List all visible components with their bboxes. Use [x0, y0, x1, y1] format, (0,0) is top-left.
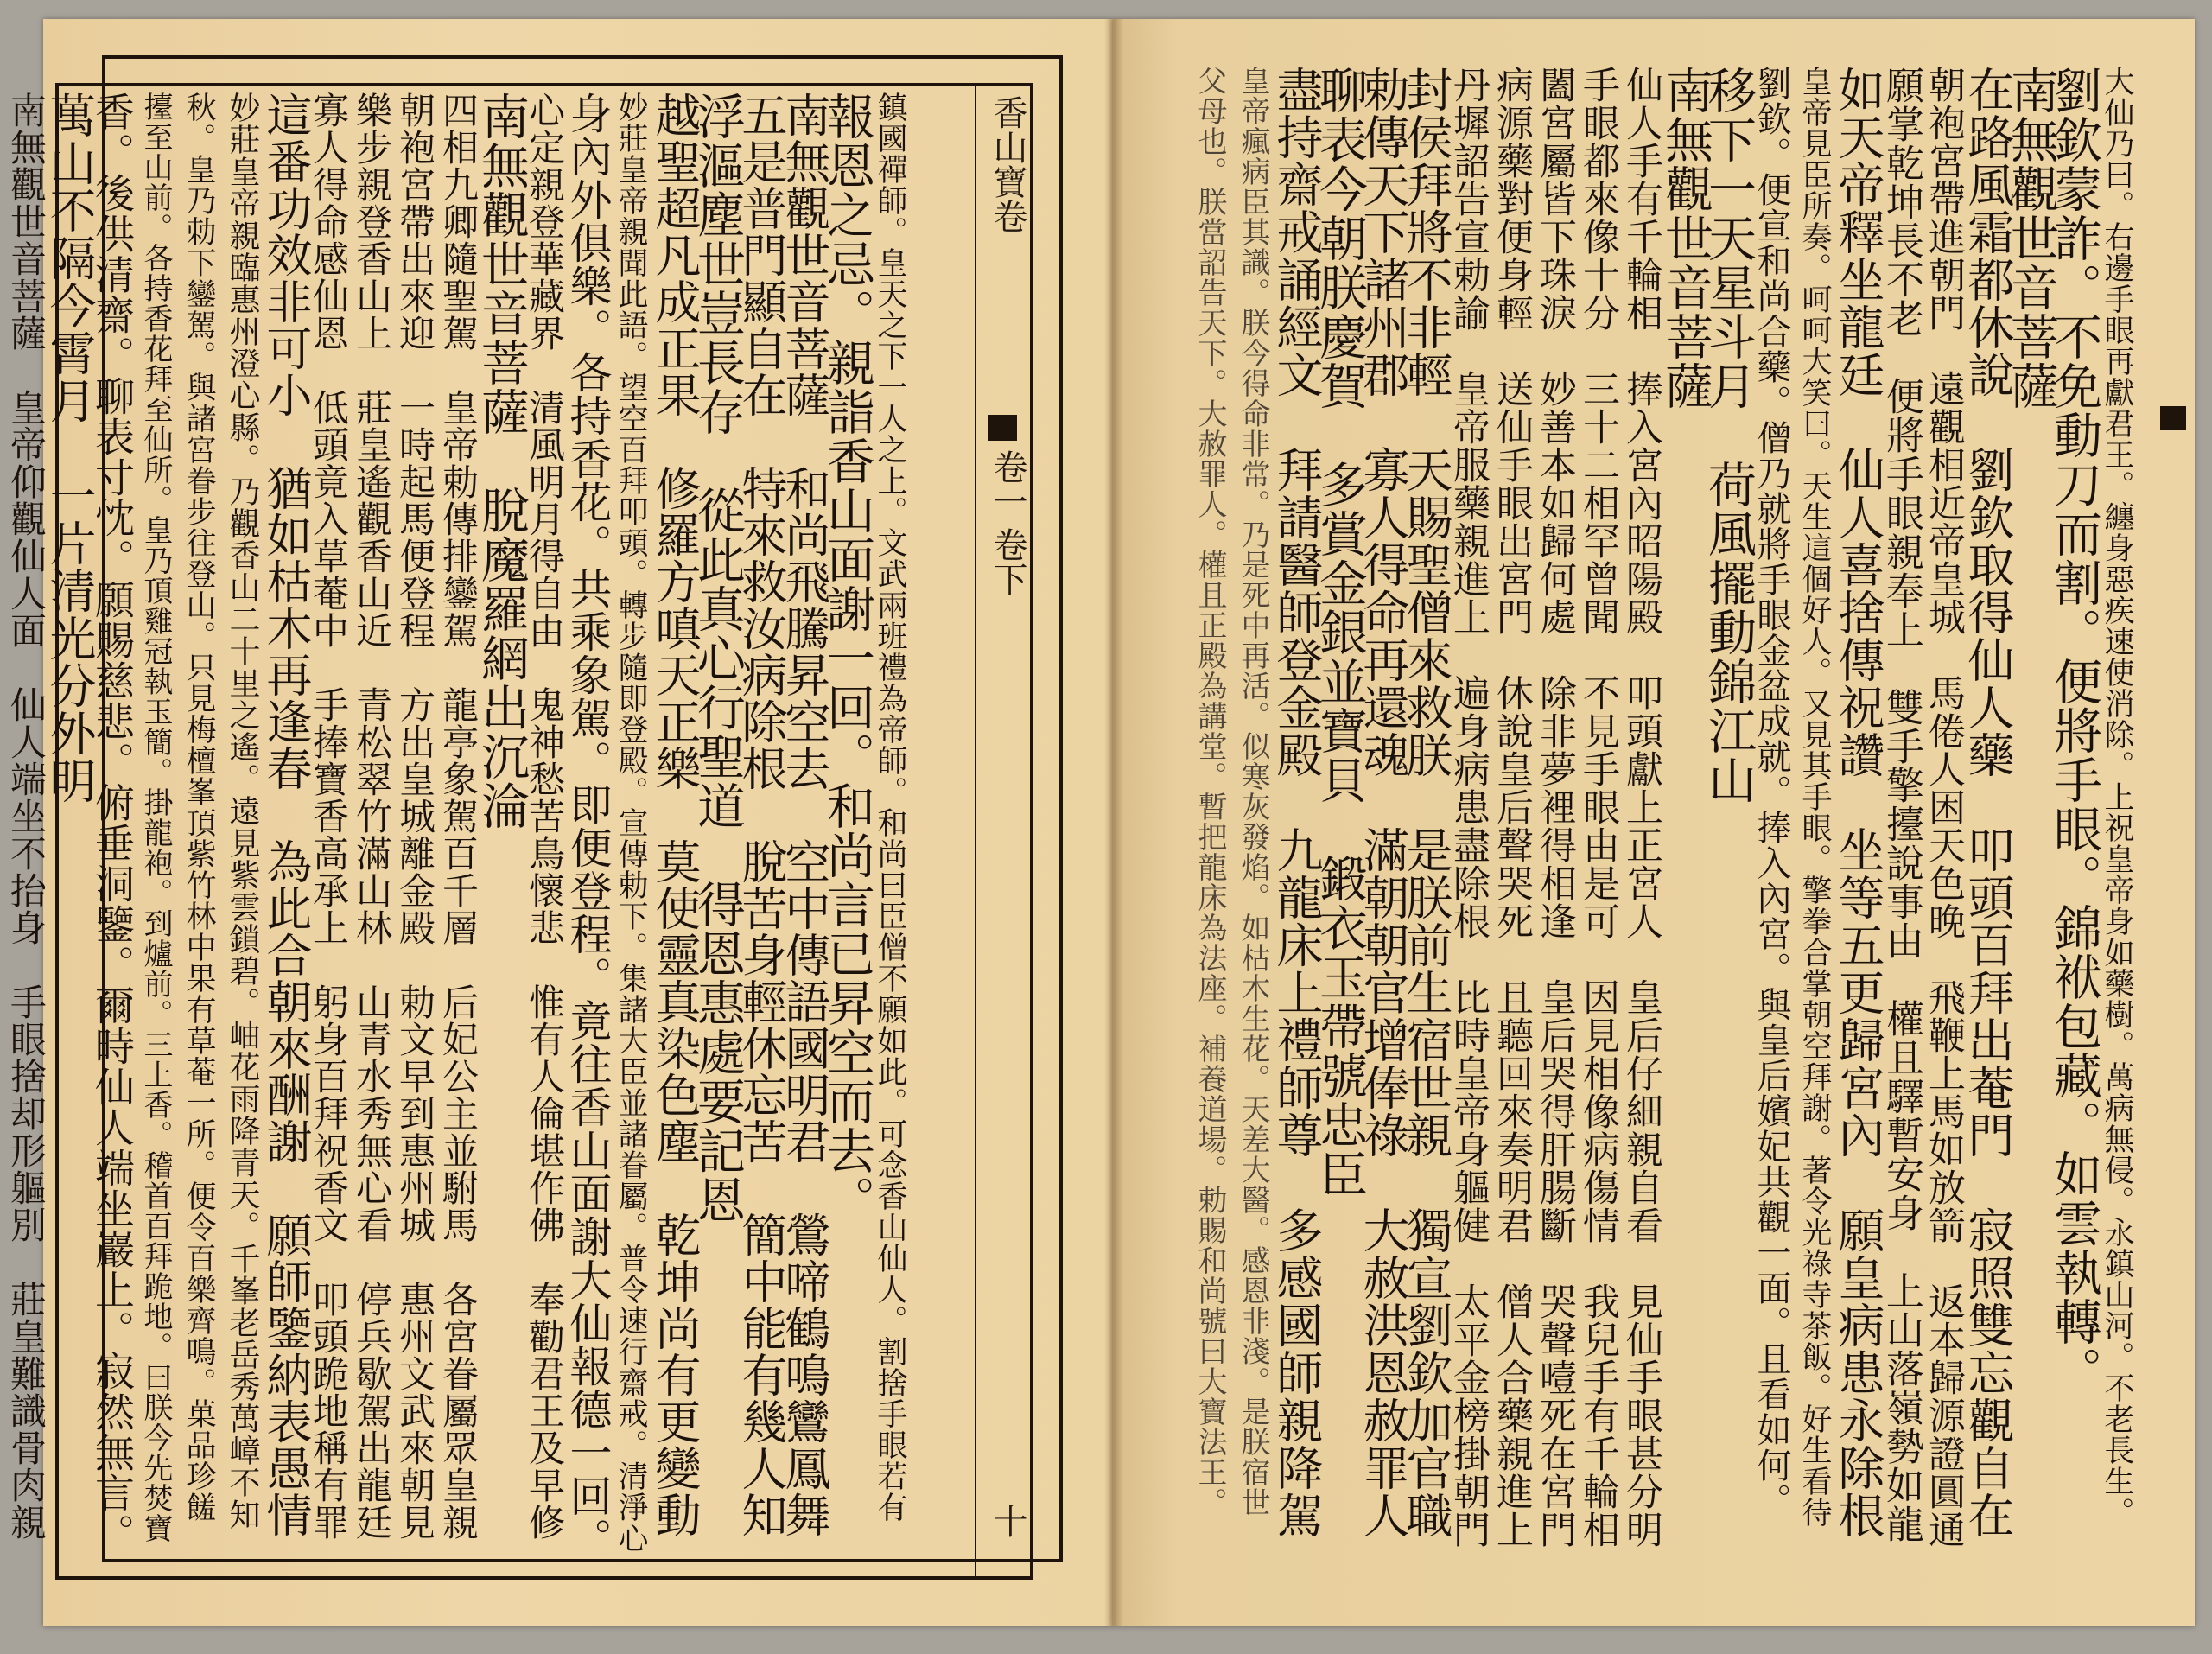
book-title: 香山寶卷: [988, 95, 1027, 233]
text-column: 父母也。朕當詔告天下。大赦罪人。權且正殿為講堂。暫把龍床為法座。補養道場。勅賜和尚號曰大寶法王。: [1192, 66, 1227, 1517]
text-column: 南無觀世音菩薩: [1657, 66, 1713, 410]
text-column: 闔宮屬皆下珠淚 妙善本如歸何處 除非夢裡得相逢 皇后哭得肝腸斷 哭聲噎死在宮門: [1534, 66, 1577, 1549]
text-column: 秋。皇乃勅下鑾駕。與諸宮眷步往登山。只見梅檀峯頂紫竹林中果有草菴一所。便令百樂齊鳴。菓品珍饈: [181, 92, 216, 1523]
text-column: 南無觀世音菩薩 皇帝仰觀仙人面 仙人端坐不抬身 手眼捨却形軀別 莊皇難識骨肉親: [5, 92, 48, 1541]
text-column: 在路風霜都休說 劉欽取得仙人藥 叩頭百拜出菴門 寂照雙忘觀自在: [1961, 66, 2015, 1539]
text-column: 鎮國禪師。皇天之下一人之上。文武兩班禮為帝師。和尚曰臣僧不願如此。可念香山仙人。割捨手眼若有: [873, 92, 907, 1523]
text-column: 皇帝見臣所奏。呵呵大笑曰。天生這個好人。又見其手眼。擎拳合掌朝空拜謝。著令光祿寺茶飯。好生看待: [1797, 66, 1832, 1528]
text-column: 聊表今朝朕慶賀 多賞金銀並寶貝 鍛衣玉帶號忠臣: [1312, 66, 1368, 1199]
text-column: 身內外俱樂。各持香花。共乘象駕。即便登程。竟往香山面謝大仙報德一回。: [563, 92, 613, 1561]
text-column: 擡至山前。各持香花拜至仙所。皇乃頂雞冠執玉簡。掛龍袍。到爐前。三上香。稽首百拜跪地。曰朕今先焚寶: [138, 92, 173, 1543]
text-column: 皇帝瘋病臣其識。朕今得命非常。乃是死中再活。似寒灰發焰。如枯木生花。天差大醫。感恩非淺。是朕宿世: [1236, 66, 1270, 1517]
text-column: 丹墀詔告宣勅諭 皇帝服藥親進上 遍身病患盡除根 比時皇帝身軀健 太平金榜掛朝門: [1447, 66, 1491, 1549]
text-column: 心定親登華藏界 清風明月得自由 鬼神愁苦鳥懷悲 惟有人倫堪作佛 奉勸君王及早修: [524, 92, 566, 1541]
text-column: 封侯拜將不非輕 天賜聖僧來救朕 是朕前生宿世親 獨宣劉欽加官職: [1399, 66, 1453, 1539]
text-column: 四相九卿隨聖駕 皇帝勅傳排鑾駕 龍亭象駕百千層 后妃公主並駙馬 各宮眷屬眾皇親: [437, 92, 480, 1541]
text-column: 劉欽蒙詐。不免動刀而割。便將手眼。錦袱包藏。如雲執轉。: [2046, 66, 2102, 1396]
text-column: 南無觀世音菩薩 和尚飛騰昇空去 空中傳語國明君 鶯啼鶴鳴鸞鳳舞: [778, 92, 830, 1538]
text-column: 勅傳天下諸州郡 寡人得命再還魂 滿朝朝官增俸祿 大赦洪恩赦罪人: [1356, 66, 1410, 1539]
text-column: 盡持齋戒誦經文 拜請醫師登金殿 九龍床上禮師尊 多感國師親降駕: [1269, 66, 1324, 1539]
text-column: 南無觀世音菩薩 脫魔羅網出沉淪: [474, 92, 530, 830]
text-column: 朝袍宮帶進朝門 遠觀相近帝皇城 馬倦人困天色晚 飛鞭上馬如放箭 返本歸源證圓通: [1923, 66, 1966, 1549]
text-column: 萬山不隔今霄月 一片清光分外明: [42, 92, 97, 805]
text-column: 寡人得命感仙恩 低頭竟入草菴中 手捧寶香高承上 躬身百拜祝香文 叩頭跪地稱有罪: [308, 92, 350, 1541]
text-column: 樂步親登香山上 莊皇遙觀香山近 青松翠竹滿山林 山青水秀無心看 停兵歇駕出龍廷: [351, 92, 393, 1541]
part-label: 卷下: [988, 527, 1027, 596]
right-fish-tail-mark: [2160, 406, 2186, 430]
text-column: 如天帝釋坐龍廷 仙人喜捨傳祝讚 坐等五更歸宮內 願皇病患永除根: [1831, 66, 1885, 1539]
text-column: 香。後供清齋。聊表寸忱。願賜慈悲。俯垂洞鑒。爾時仙人端坐巖上。寂然無言。: [89, 92, 136, 1554]
text-column: 劉欽。便宣和尚合藥。僧乃就將手眼金盆成就。捧入內宮。與皇后嬪妃共觀一面。且看如何。: [1751, 66, 1791, 1518]
text-column: 手眼都來像十分 三十二相罕曾聞 不見手眼由是可 因見相像病傷情 我兒手有千輪相: [1577, 66, 1620, 1549]
text-column: 浮漚塵世豈長存 從此真心行聖道 得恩惠處要記恩: [690, 92, 746, 1225]
text-column: 南無觀世音菩薩: [2003, 66, 2059, 410]
text-column: 五是普門顯自在 特來救汝病除根 脫苦身輕休忘苦 簡中能有幾人知: [734, 92, 787, 1538]
text-column: 大仙乃曰。右邊手眼再獻君王。纏身惡疾速使消除。上祝皇帝身如藥樹。萬病無侵。永鎮山河。不老長生。: [2100, 66, 2134, 1528]
text-column: 朝袍宮帶出來迎 一時起馬便登程 方出皇城離金殿 勅文早到惠州城 惠州文武來朝見: [394, 92, 436, 1541]
text-column: 移下一天星斗月 荷風擺動錦江山: [1700, 66, 1757, 805]
text-column: 這番功效非可小 猶如枯木再逢春 為此合朝來酬謝 願師鑒納表愚情: [259, 92, 312, 1538]
text-column: 報恩之忌。親詣香山面謝一回。和尚言已昇空而去。: [819, 92, 875, 1225]
text-column: 病源藥對便身輕 送仙手眼出宮門 休說皇后聲哭死 且聽回來奏明君 僧人合藥親進上: [1491, 66, 1534, 1549]
page-number: 十: [988, 1504, 1027, 1538]
text-column: 妙莊皇帝親臨惠州澄心縣。乃觀香山二十里之遙。遠見紫雲鎖碧。岫花雨降青天。千峯老岳秀萬嶂不知: [225, 92, 260, 1530]
book-gutter: [1104, 19, 1123, 1626]
text-column: 願掌乾坤長不老 便將手眼親奉上 雙手擎擡說事由 權且驛暫安身 上山落嶺勢如龍: [1879, 66, 1923, 1543]
volume-label: 卷一: [988, 449, 1027, 518]
text-column: 妙莊皇帝親聞此語。望空百拜叩頭。轉步隨即登殿。宣傳勅下。集諸大臣並諸眷屬。普令速行齋戒。清淨心: [613, 92, 648, 1554]
text-column: 仙人手有千輪相 捧入宮內昭陽殿 叩頭獻上正宮人 皇后仔細親自看 見仙手眼甚分明: [1620, 66, 1663, 1549]
text-column: 越聖超凡成正果 修羅方嗔天正樂 莫使靈真染色塵 乾坤尚有更變動: [648, 92, 701, 1538]
